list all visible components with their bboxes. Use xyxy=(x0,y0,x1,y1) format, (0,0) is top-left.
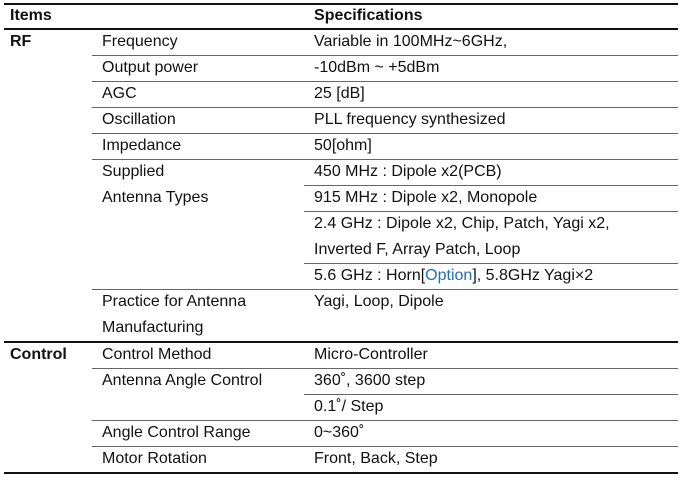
spec-antenna-56-part2: ], 5.8GHz Yagi×2 xyxy=(472,267,594,284)
item-practice xyxy=(92,290,304,343)
spec-frequency: Variable in 100MHz~6GHz, xyxy=(304,29,678,56)
table-row xyxy=(4,369,678,395)
spec-antenna-915: 915 MHz : Dipole x2, Monopole xyxy=(304,186,678,212)
spec-oscillation: PLL frequency synthesized xyxy=(304,108,678,134)
item-frequency: Frequency xyxy=(92,29,304,56)
spec-antenna-450: 450 MHz : Dipole x2(PCB) xyxy=(304,160,678,186)
spec-antenna-56 xyxy=(304,264,678,290)
table-row xyxy=(4,342,678,369)
item-angle-control-range: Angle Control Range xyxy=(92,421,304,447)
table-row xyxy=(4,82,678,108)
table-row xyxy=(4,134,678,160)
spec-antenna-24 xyxy=(304,212,678,264)
item-oscillation: Oscillation xyxy=(92,108,304,134)
spec-control-method: Micro-Controller xyxy=(304,342,678,369)
items-header: Items xyxy=(10,7,52,24)
specifications-table xyxy=(4,3,678,474)
item-antenna-types-line2: Antenna Types xyxy=(102,189,209,206)
category-rf: RF xyxy=(4,29,92,342)
spec-angle-control-1: 360˚, 3600 step xyxy=(304,369,678,395)
spec-practice: Yagi, Loop, Dipole xyxy=(304,290,678,343)
item-motor-rotation: Motor Rotation xyxy=(92,447,304,474)
spec-impedance: 50[ohm] xyxy=(304,134,678,160)
spec-antenna-24-line2: Inverted F, Array Patch, Loop xyxy=(314,241,521,258)
item-antenna-types-line1: Supplied xyxy=(102,163,165,180)
specifications-header: Specifications xyxy=(314,7,423,24)
spec-antenna-24-line1: 2.4 GHz : Dipole x2, Chip, Patch, Yagi x2, xyxy=(314,215,610,232)
item-agc: AGC xyxy=(92,82,304,108)
spec-antenna-56-part1: 5.6 GHz : Horn[ xyxy=(314,267,426,284)
table-row xyxy=(4,290,678,343)
spec-angle-control-range: 0~360˚ xyxy=(304,421,678,447)
spec-output-power: -10dBm ~ +5dBm xyxy=(304,56,678,82)
item-output-power: Output power xyxy=(92,56,304,82)
table-row xyxy=(4,29,678,56)
option-link[interactable]: Option xyxy=(425,267,473,284)
item-impedance: Impedance xyxy=(92,134,304,160)
item-control-method: Control Method xyxy=(92,342,304,369)
table-row xyxy=(4,108,678,134)
spec-motor-rotation: Front, Back, Step xyxy=(304,447,678,474)
table-row xyxy=(4,421,678,447)
item-antenna-angle-control: Antenna Angle Control xyxy=(92,369,304,421)
table-row xyxy=(4,56,678,82)
table-header-row xyxy=(4,4,678,29)
table-row xyxy=(4,447,678,474)
item-practice-line2: Manufacturing xyxy=(102,319,204,336)
item-practice-line1: Practice for Antenna xyxy=(102,293,247,310)
item-antenna-types xyxy=(92,160,304,290)
spec-angle-control-2: 0.1˚/ Step xyxy=(304,395,678,421)
category-control: Control xyxy=(4,342,92,473)
spec-agc: 25 [dB] xyxy=(304,82,678,108)
table-row xyxy=(4,160,678,186)
